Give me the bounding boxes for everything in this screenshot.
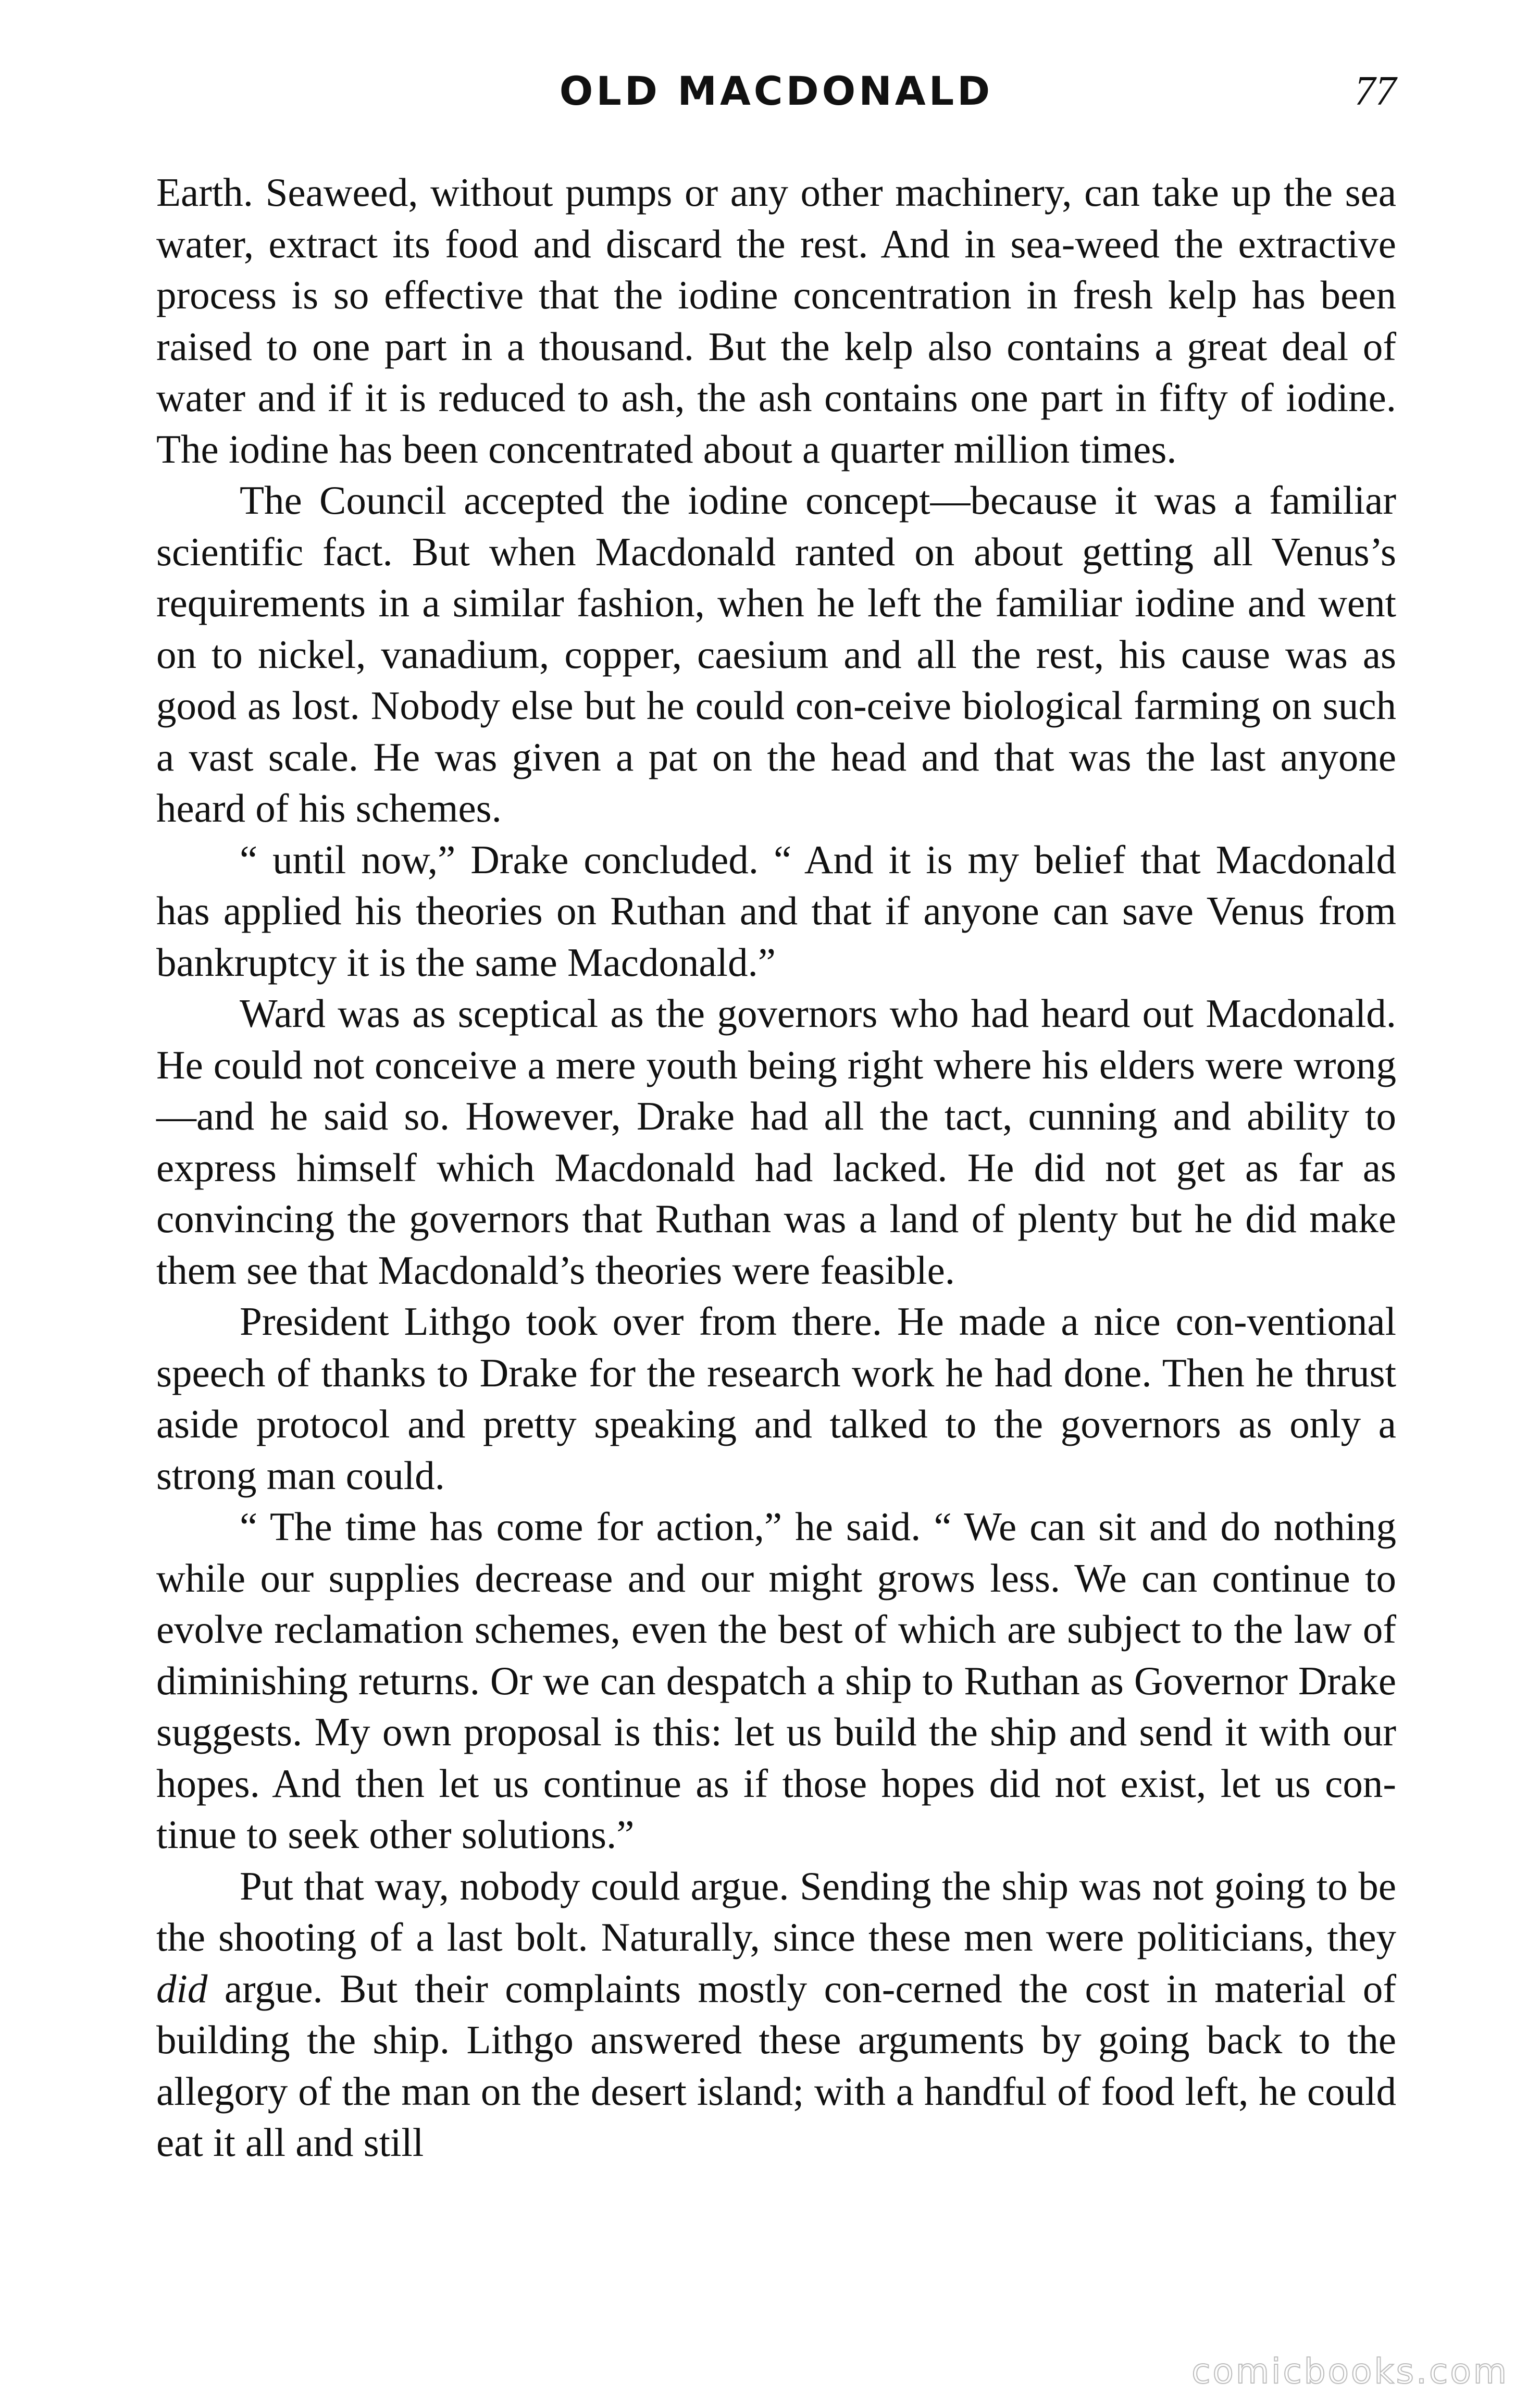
- page-number: 77: [1355, 68, 1396, 114]
- paragraph-1: Earth. Seaweed, without pumps or any other machinery, can take up the sea water, extract its food and discard the rest. And in sea-weed the extractive process is so effective that the iodine concentration in fresh kelp has been raised to one part in a thousand. But the kelp also contains a great deal of water and if it is reduced to ash, the ash contains one part in fifty of iodine. The iodine has been concentrated about a quarter million times.: [156, 170, 1396, 472]
- paragraph-7-end: argue. But their complaints mostly con-cerned the cost in material of building the ship. Lithgo answered these arguments by going back to the allegory of the man on the desert island; with a handful of food left, he could eat it all and still: [156, 1966, 1396, 2165]
- body-text: [156, 167, 1396, 2168]
- paragraph-3: “ until now,” Drake concluded. “ And it is my belief that Macdonald has applied his theories on Ruthan and that if anyone can save Venus from bankruptcy it is the same Macdonald.”: [156, 837, 1396, 985]
- paragraph-2: The Council accepted the iodine concept—because it was a familiar scientific fact. But when Macdonald ranted on about getting all Venus’s requirements in a similar fashion, when he left the familiar iodine and went on to nickel, vanadium, copper, caesium and all the rest, his cause was as good as lost. Nobody else but he could con-ceive biological farming on such a vast scale. He was given a pat on the head and that was the last anyone heard of his schemes.: [156, 478, 1396, 830]
- paragraph-6: “ The time has come for action,” he said. “ We can sit and do nothing while our supplies decrease and our might grows less. We can continue to evolve reclamation schemes, even the best of which are subject to the law of diminishing returns. Or we can despatch a ship to Ruthan as Governor Drake suggests. My own proposal is this: let us build the ship and send it with our hopes. And then let us continue as if those hopes did not exist, let us con-tinue to seek other solutions.”: [156, 1504, 1396, 1857]
- running-head: [156, 63, 1396, 120]
- paragraph-7: [156, 1860, 1396, 2168]
- paragraph-7-italic: did: [156, 1966, 208, 2011]
- paragraph-5: President Lithgo took over from there. He made a nice con-ventional speech of thanks to Drake for the research work he had done. Then he thrust aside protocol and pretty speaking and talked to the governors as only a strong man could.: [156, 1299, 1396, 1498]
- paragraph-4: Ward was as sceptical as the governors who had heard out Macdonald. He could not conceive a mere youth being right where his elders were wrong—and he said so. However, Drake had all the tact, cunning and ability to express himself which Macdonald had lacked. He did not get as far as convincing the governors that Ruthan was a land of plenty but he did make them see that Macdonald’s theories were feasible.: [156, 991, 1396, 1293]
- paragraph-7-start: Put that way, nobody could argue. Sending the ship was not going to be the shooting of a last bolt. Naturally, since these men were politicians, they: [156, 1863, 1396, 1959]
- watermark: comicbooks.com: [1191, 2351, 1509, 2391]
- running-title: OLD MACDONALD: [559, 68, 993, 114]
